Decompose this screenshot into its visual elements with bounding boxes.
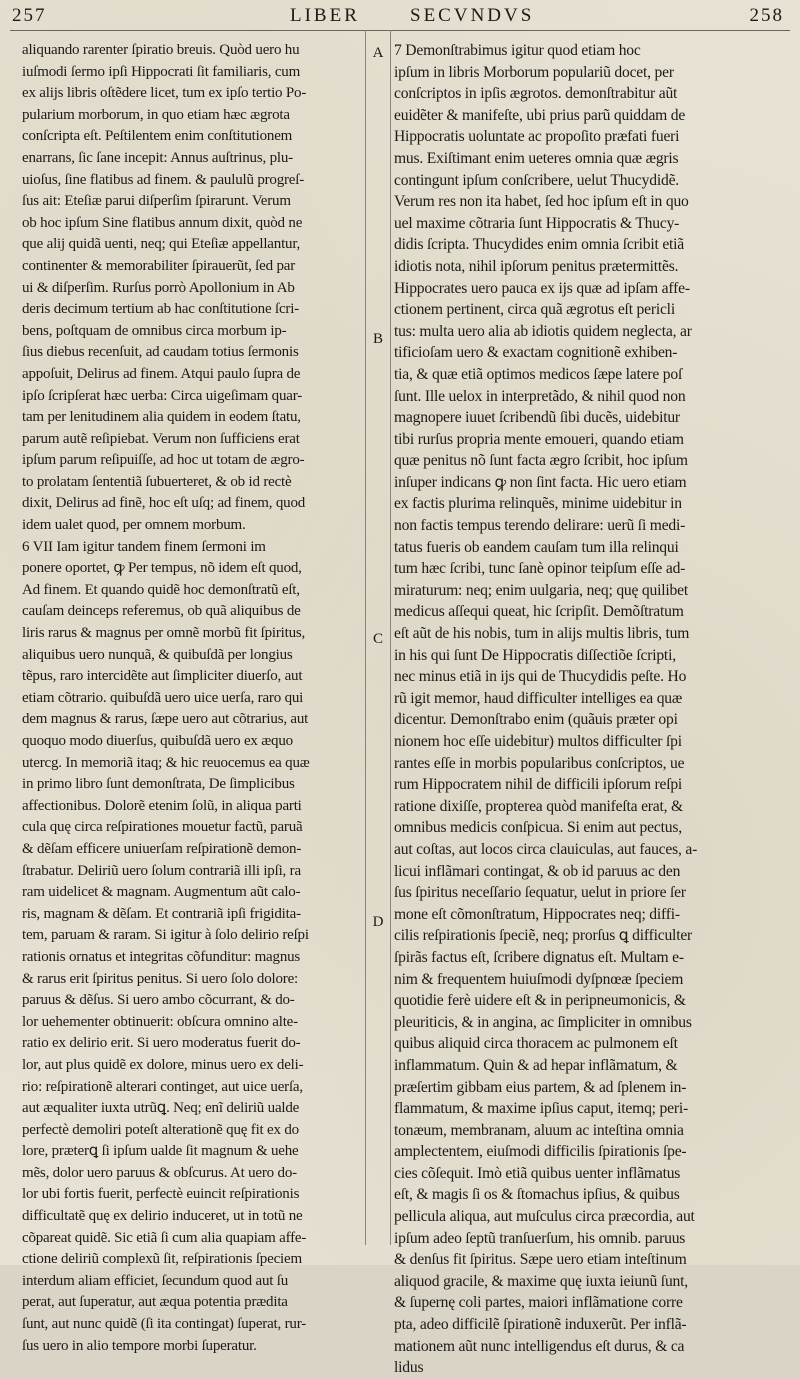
text-line: rũ igit memor, haud difficulter intelliges ea quæ [394,689,683,707]
page-number-right: 258 [749,5,784,26]
text-line: ipſum adeo ſeptũ tranſuerſum, his omnib. paruus [394,1229,686,1247]
text-line: quibus aliquid circa thoracem ac pulmonem eſt [394,1035,678,1053]
text-line: rum Hippocratem nihil de difficili ipſorum reſpi [394,776,683,794]
text-line: parum autẽ reſipiebat. Verum non ſufficiens erat [22,430,300,447]
text-line: perat, aut ſuperatur, aut æqua potentia prædita [22,1294,288,1311]
text-line: pellicula aliqua, aut muſculus circa præcordia, aut [394,1208,695,1226]
text-line: lor ubi fortis fuerit, perfectè euincit reſpirationis [22,1186,300,1203]
text-line: mone eſt cõmonſtratum, Hippocrates neq; diffi- [394,905,680,923]
page-number-left: 257 [12,5,47,26]
text-line: amplectentem, eiuſmodi difficilis ſpirationis ſpe- [394,1143,687,1161]
text-line: inſuper indicans ꝙ non ſint facta. Hic uero etiam [394,473,687,491]
text-line: ob hoc ipſum Sine flatibus annum dixit, quòd ne [22,214,303,231]
text-line: idiotis nota, nihil ipſorum penitus prætermittẽs. [394,257,679,275]
text-line: tia, & quæ etiã optimos medicos ſæpe latere poſ [394,365,683,383]
text-line: paruus & dẽſus. Si uero ambo cõcurrant, & do- [22,992,295,1009]
text-line: conſcriptos in ipſis ægrotos. demonſtrabitur aũt [394,85,678,103]
text-line: aliquando rarenter ſpiratio breuis. Quòd uero hu [22,42,300,58]
text-line: eſt, & magis ſi os & ſtomachus ipſius, & quibus [394,1186,680,1204]
margin-marker-d: D [372,914,384,930]
margin-marker-a: A [372,45,384,61]
text-line: ponere oportet, ꝙ Per tempus, nõ idem eſt quod, [22,560,302,577]
text-line: mationem aũt nunc intelligendus eſt durus, & ca [394,1337,685,1355]
text-line: nionem hoc eſſe uidebitur) multos difficulter ſpi [394,733,682,750]
text-line: appoſuit, Delirus ad finem. Atqui paulo ſupra de [22,365,301,382]
text-line: tẽpus, raro intercidẽte aut ſimpliciter diuerſo, aut [22,668,303,685]
text-line: quoquo modo diuerſus, quibuſdã uero ex æquo [22,733,293,749]
text-line: uioſus, ſine flatibus ad finem. & paululũ progreſ- [22,171,305,188]
text-line: ctionem pertinent, circa quã ægrotus eſt pericli [394,301,675,319]
text-line: didis ſcripta. Thucydides enim omnia ſcribit etiã [394,236,685,254]
text-line: magnopere iuuet ſcribendũ ſibi ducẽs, uidebitur [394,409,680,427]
text-line: nim & frequentem huiuſmodi dyſpnœæ ſpeciem [394,970,684,988]
running-head-secundus: SECVNDVS [410,5,535,26]
text-line: lore, præterꝗ ſi ipſum ualde ſit magnum & uehe [22,1143,299,1160]
text-line: ex alijs libris oſtẽdere licet, tum ex ipſo tertio Po- [22,85,307,102]
text-line: pleuriticis, & in angina, ac ſimpliciter in omnibus [394,1013,692,1031]
column-divider-left [365,30,366,1245]
text-line: lidus [394,1359,424,1377]
margin-marker-b: B [372,331,383,347]
text-line: aut æqualiter iuxta utrũꝗ. Neq; enĩ deliriũ ualde [22,1100,300,1117]
text-line: ratione dixiſſe, propterea quòd manifeſta erat, & [394,797,683,815]
text-line: euidẽter & manifeſte, ubi prius parũ quiddam de [394,106,686,124]
text-line: pularium morborum, in quo etiam hæc ægrota [22,106,290,123]
text-line: cilis reſpirationis ſpeciẽ, neq; prorſus ꝗ difficulter [394,927,693,945]
text-line: ex factis plurima relinquẽs, minime uidebitur in [394,495,682,513]
text-line: iuſmodi ſermo ipſi Hippocrati ſit familiaris, cum [22,63,301,80]
text-line: ſus ait: Eteſiæ parui diſperſim ſpirarunt. Verum [22,193,291,210]
text-line: tem, paruam & raram. Si igitur à ſolo delirio reſpi [22,927,309,944]
text-line: mẽs, dolor uero paruus & obſcurus. At uero do- [22,1164,297,1181]
text-line: & ſupernę coli partes, maiori inflãmatione corre [394,1294,683,1312]
text-line: inflammatum. Quin & ad hepar inflãmatum, & [394,1056,678,1074]
text-line: omnibus medicis conſpicua. Si enim aut pectus, [394,819,682,837]
text-line: & dẽſam efficere uniuerſam reſpirationẽ demon- [22,840,302,857]
text-line: rationis ornatus et integritas cõfunditur: magnus [22,948,301,965]
text-line: contingunt ipſum conſcribere, uelut Thucydidẽ. [394,171,679,189]
text-line: tonæum, membranam, aluum ac inteſtina omnia [394,1121,684,1139]
text-line: rio: reſpirationẽ alterari continget, aut uice uerſa, [22,1078,303,1095]
text-line: to prolatam ſententiã ſubuerteret, & ob id rectè [22,473,292,490]
text-line: ctione deliriũ complexũ ſit, reſpirationis ſpeciem [22,1251,302,1268]
text-line: conſcripta eſt. Peſtilentem enim conſtitutionem [22,128,293,145]
text-line: 7 Demonſtrabimus igitur quod etiam hoc [394,42,641,59]
text-line: nec minus etiã in ijs qui de Thucydidis peſte. Ho [394,668,687,686]
text-line: idem ualet quod, per omnem morbum. [22,517,246,534]
text-line: ſunt. Ille uelox in interpretãdo, & nihil quod non [394,387,686,405]
text-line: enarrans, ſic ſane incepit: Annus auſtrinus, plu- [22,149,293,166]
text-column-right [394,40,764,1379]
text-line: rantes eſſe in morbis popularibus conſcriptos, ue [394,754,685,772]
text-line: pta, adeo difficilẽ ſpirationẽ induxerũt. Per inflã- [394,1316,687,1334]
text-line: Ad finem. Et quando quidẽ hoc demonſtratũ eſt, [22,581,300,598]
text-line: lor, aut plus quidẽ ex dolore, minus uero ex deli- [22,1056,304,1073]
text-line: ſunt, aut nunc quidẽ (ſi ita contingat) ſuperat, rur- [22,1316,307,1333]
text-line: affectionibus. Dolorẽ etenim ſolũ, in aliqua parti [22,797,302,814]
text-line: flammatum, & maxime ipſius caput, itemq; peri- [394,1100,688,1118]
text-line: continenter & memorabiliter ſpirauerũt, ſed par [22,257,295,274]
text-line: ui & diſperſim. Rurſus porrò Apollonium in Ab [22,279,295,296]
text-line: tatus fueris ob eandem cauſam tum illa relinqui [394,538,679,556]
text-line: tibi rurſus propria mente emoueri, quando etiam [394,430,684,448]
text-line: aut coſtas, aut locos circa clauiculas, aut fauces, a- [394,840,698,858]
text-line: interdum aliam efficiet, ſecundum quod aut ſu [22,1272,289,1289]
text-line: deris decimum tertium ab hac conſtitutione ſcri- [22,301,299,318]
text-line: cauſam deinceps referemus, ob quã aliquibus de [22,603,301,620]
text-line: lor uehementer obtinuerit: obſcura omnino alte- [22,1013,298,1030]
column-divider-right [390,30,391,1245]
text-line: ſus ſpiritus neceſſario ſequatur, uelut in priore ſer [394,884,686,902]
text-line: in primo libro ſunt demonſtrata, De ſimplicibus [22,776,295,793]
text-line: Hippocratis uoluntate ac propoſito præfati fueri [394,128,680,146]
text-line: quotidie ferè uidere eſt & in peripneumonicis, & [394,992,686,1010]
text-line: mus. Exiſtimant enim ueteres omnia quæ ægris [394,149,679,167]
text-line: ris, magnam & dẽſam. Et contrariã ipſi frigidita- [22,905,301,922]
text-line: ipſum in libris Morborum populariũ docet, per [394,63,674,81]
text-line: ſtrabatur. Deliriũ uero ſolum contrariã illi ipſi, ra [22,862,301,879]
text-line: & rarus erit ſpiritus penitus. Si uero ſolo dolore: [22,970,299,987]
text-line: ſius diebus recenſuit, ad caudam totius ſermonis [22,344,299,361]
text-line: cula quę circa reſpirationes mouetur factũ, paruã [22,819,303,836]
text-line: aliquibus uero nunquã, & quibuſdã per longius [22,646,293,663]
running-head-liber: LIBER [290,5,360,26]
text-line: in his qui ſunt De Hippocratis diſſectiõe ſcripti, [394,646,676,664]
text-line: dixit, Delirus ad finẽ, hoc eſt uſq; ad finem, quod [22,495,306,512]
text-line: uel maxime cõtraria ſunt Hippocratis & Thucy- [394,214,680,232]
text-line: aliquod gracile, & maxime quę iuxta ieiunũ ſunt, [394,1272,688,1290]
text-line: tus: multa uero alia ab idiotis quidem neglecta, ar [394,322,692,340]
text-line: cõpareat quidẽ. Sic etiã ſi cum alia quapiam affe- [22,1229,307,1246]
text-line: medicus aſſequi queat, hic ſcripſit. Demõſtratum [394,603,684,621]
text-line: ipſo ſcripſerat hæc uerba: Circa uigeſimam quar- [22,387,302,404]
text-line: miraturum: neq; enim uulgaria, neq; quę quilibet [394,581,688,599]
text-line: tam per lenitudinem alia quidem in eodem ſtatu, [22,409,301,426]
text-line: bens, poſtquam de omnibus circa morbum ip- [22,322,287,339]
text-line: utercg. In memoriã itaq; & hic reuocemus ea quæ [22,754,310,771]
text-line: Verum res non ita habet, ſed hoc ipſum eſt in quo [394,193,689,211]
text-line: liris rarus & magnus per omnẽ morbũ fit ſpiritus, [22,625,306,642]
text-line: 6 VII Iam igitur tandem finem ſermoni im [22,538,266,555]
text-line: etiam cõtrario. quibuſdã uero uice uerſa, raro qui [22,689,304,706]
text-line: tificioſam uero & exactam cognitionẽ exhiben- [394,344,678,362]
text-line: difficultatẽ quę ex delirio induceret, ut in totũ ne [22,1208,303,1225]
text-line: ratio ex delirio erit. Si uero moderatus fuerit do- [22,1035,301,1052]
text-line: ipſum parum reſipuiſſe, ad hoc ut totam de ægro- [22,452,305,469]
text-line: eſt aũt de his nobis, tum in alijs multis libris, tum [394,625,690,643]
text-line: ram uidelicet & magnam. Augmentum aũt calo- [22,884,301,901]
text-line: ſus uero in alio tempore morbi ſuperatur. [22,1337,257,1354]
text-column-left [22,40,360,1357]
text-line: & denſus fit ſpiritus. Sæpe uero etiam inteſtinum [394,1251,687,1269]
header-rule [10,30,790,31]
text-line: perfectè demoliri poteſt alterationẽ quę fit ex do [22,1121,299,1138]
text-line: que alij quidã uenti, neq; qui Eteſiæ appellantur, [22,236,301,253]
text-line: cies cõſequit. Imò etiã quibus uenter inflãmatus [394,1164,681,1182]
text-line: dicentur. Demonſtrabo enim (quãuis præter opi [394,711,678,729]
text-line: quæ penitus nõ ſunt facta ægro ſcribit, hoc ipſum [394,452,688,470]
text-line: ſpirãs factus eſt, ſcribere dignatus eſt. Multam e- [394,948,684,966]
text-line: Hippocrates uero pauca ex ijs quæ ad ipſam affe- [394,279,690,297]
text-line: præſertim gibbam eius partem, & ad ſplenem in- [394,1078,687,1096]
text-line: licui inflãmari contingat, & ob id paruus ac den [394,862,681,880]
text-line: non factis tempus terendo delirare: uerũ ſi medi- [394,517,686,535]
text-line: dem magnus & rarus, ſæpe uero aut cõtrarius, aut [22,711,309,728]
text-line: tum hæc ſcribi, tunc ſanè opinor teipſum eſſe ad- [394,560,686,578]
margin-marker-c: C [372,631,383,647]
